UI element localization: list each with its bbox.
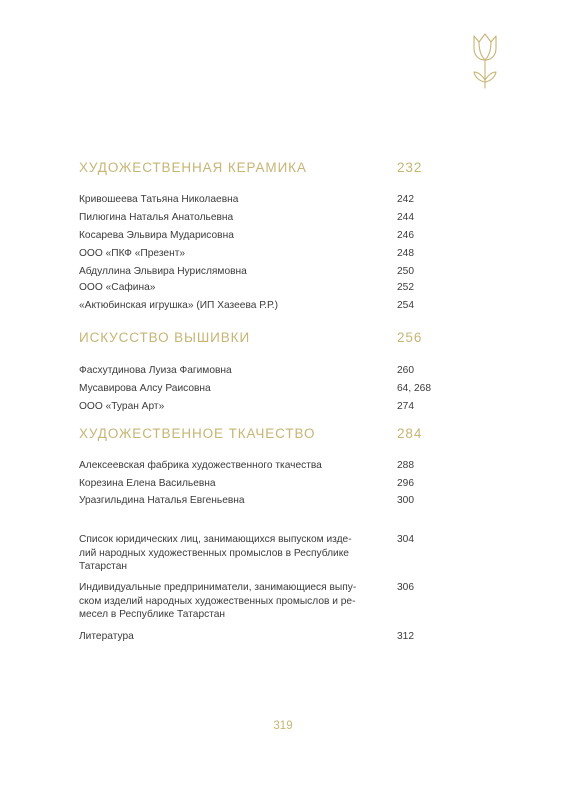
section-page-number: 232	[397, 160, 423, 175]
entry-name: Фасхутдинова Луиза Фагимовна	[79, 365, 232, 376]
entry-page: 296	[397, 478, 414, 489]
entry-page: 244	[397, 212, 414, 223]
section-title: ХУДОЖЕСТВЕННОЕ ТКАЧЕСТВО	[79, 426, 316, 441]
entry-page: 242	[397, 194, 414, 205]
entry-name: Корезина Елена Васильевна	[79, 478, 216, 489]
entry-line: лий народных художественных промыслов в Республике	[79, 547, 349, 559]
entry-text	[79, 630, 379, 644]
section-title: ИСКУССТВО ВЫШИВКИ	[79, 330, 251, 345]
entry-page: 260	[397, 365, 414, 376]
entry-page: 306	[397, 582, 414, 593]
entry-page: 274	[397, 401, 414, 412]
entry-name: Кривошеева Татьяна Николаевна	[79, 194, 239, 205]
section-page-number: 284	[397, 426, 423, 441]
section-heading-embroidery[interactable]	[79, 330, 423, 350]
entry-line: Список юридических лиц, занимающихся выпуском изде-	[79, 534, 352, 545]
entry-name: Абдуллина Эльвира Нурислямовна	[79, 266, 247, 277]
entry-page: 250	[397, 266, 414, 277]
entry-name: ООО «Туран Арт»	[79, 401, 165, 412]
entry-page: 300	[397, 495, 414, 506]
page-number: 319	[273, 720, 293, 732]
entry-page: 248	[397, 248, 414, 259]
entry-name: «Актюбинская игрушка» (ИП Хазеева Р.Р.)	[79, 300, 279, 311]
entry-page: 304	[397, 534, 414, 545]
entry-page: 254	[397, 300, 414, 311]
entry-line: Индивидуальные предприниматели, занимающиеся выпу-	[79, 582, 357, 593]
section-heading-weaving[interactable]	[79, 426, 423, 446]
entry-page: 288	[397, 460, 414, 471]
entry-page: 246	[397, 230, 414, 241]
entry-name: Мусавирова Алсу Раисовна	[79, 383, 211, 394]
entry-line: ском изделий народных художественных промыслов и ре-	[79, 595, 356, 607]
entry-name: Косарева Эльвира Мударисовна	[79, 230, 234, 241]
entry-line: Литература	[79, 631, 134, 642]
entry-name: Уразгильдина Наталья Евгеньевна	[79, 495, 245, 506]
section-page-number: 256	[397, 330, 423, 345]
tulip-icon	[466, 30, 504, 90]
entry-name: Алексеевская фабрика художественного ткачества	[79, 460, 322, 471]
entry-page: 252	[397, 282, 414, 293]
entry-text	[79, 581, 379, 622]
entry-line: Татарстан	[79, 561, 128, 572]
entry-page: 64, 268	[397, 383, 431, 394]
entry-text	[79, 533, 379, 574]
section-title: ХУДОЖЕСТВЕННАЯ КЕРАМИКА	[79, 160, 307, 175]
entry-line: месел в Республике Татарстан	[79, 609, 226, 620]
entry-name: ООО «ПКФ «Презент»	[79, 248, 186, 259]
entry-name: ООО «Сафина»	[79, 282, 156, 293]
section-heading-ceramics[interactable]	[79, 160, 423, 180]
entry-page: 312	[397, 631, 414, 642]
entry-name: Пилюгина Наталья Анатольевна	[79, 212, 234, 223]
